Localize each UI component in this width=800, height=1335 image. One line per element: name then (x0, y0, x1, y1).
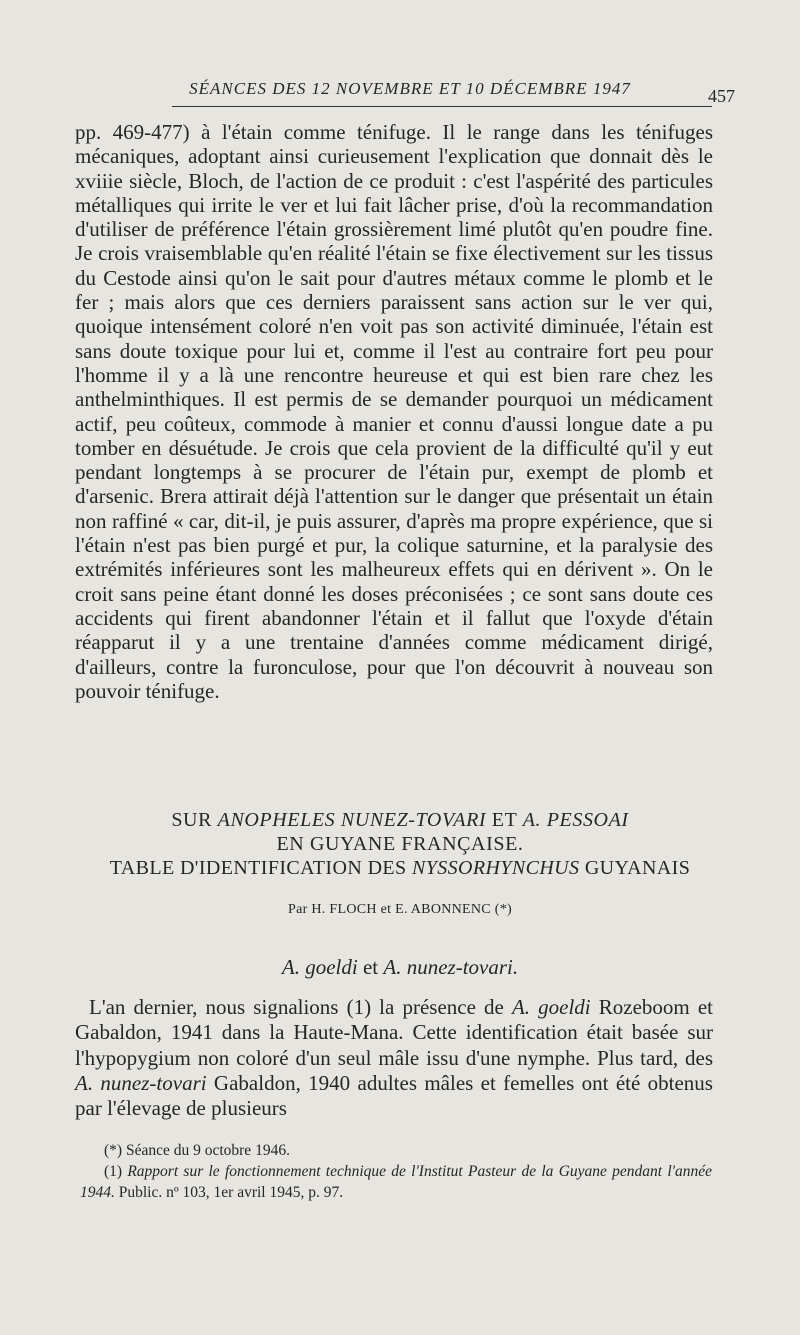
title-species-name: A. PESSOAI (522, 809, 629, 831)
title-genus-name: NYSSORHYNCHUS (411, 857, 580, 879)
article-title (60, 808, 740, 880)
species-name: A. nunez-tovari. (383, 955, 519, 979)
title-text: ET (486, 809, 523, 831)
footnote-star: (*) Séance du 9 octobre 1946. (104, 1142, 290, 1159)
title-text: GUYANAIS (579, 857, 691, 879)
paragraph-text: L'an dernier, nous signalions (1) la présence de (89, 995, 512, 1019)
species-name: A. goeldi (281, 955, 358, 979)
article-paragraph (75, 995, 713, 1121)
paragraph-text: Gabaldon, 1940 adultes mâles et femelles ont été obtenus par l'élevage de plusieurs (75, 1070, 713, 1121)
footnote-1 (80, 1161, 712, 1203)
title-line-3 (60, 856, 740, 880)
footnote-citation-title: Rapport sur le fonctionnement technique de l'Institut Pasteur de la Guyane pendant l'année 1944. (80, 1163, 712, 1201)
header-rule (172, 106, 712, 107)
title-line-2: EN GUYANE FRANÇAISE. (276, 833, 524, 855)
title-species-name: ANOPHELES NUNEZ-TOVARI (217, 809, 487, 831)
section-heading (60, 955, 740, 980)
species-name: A. goeldi (511, 995, 591, 1019)
footnote-marker: (1) (104, 1163, 128, 1180)
heading-conjunction: et (357, 955, 384, 979)
footnote-citation-details: Public. nº 103, 1er avril 1945, p. 97. (114, 1184, 344, 1201)
species-name: A. nunez-tovari (75, 1070, 207, 1095)
paragraph-text: Rozeboom et Gabaldon, 1941 dans la Haute-Mana. Cette identification était basée sur l'hypopygium non coloré d'un seul mâle issu d'une nymphe. Plus tard, des (75, 995, 714, 1070)
main-paragraph: pp. 469-477) à l'étain comme ténifuge. Il le range dans les ténifuges mécaniques, adoptant ainsi curieusement l'explication que donnait dès le xviiie siècle, Bloch, de l'action de ce produit : c'est l'aspérité des particules métalliques qui irrite le ver et lui fait lâcher prise, d'où la recommandation d'utiliser de préférence l'étain grossièrement limé plutôt qu'en poudre fine. Je crois vraisemblable qu'en réalité l'étain se fixe électivement sur les tissus du Cestode ainsi qu'on le sait pour d'autres métaux comme le plomb et le fer ; mais alors que ces derniers paraissent sans action sur le ver qui, quoique intensément coloré n'en voit pas son activité diminuée, l'étain est sans doute toxique pour lui et, comme il l'est au contraire fort peu pour l'homme il y a là une rencontre heureuse et qui est bien rare chez les anthelminthiques. Il est permis de se demander pourquoi un médicament actif, peu coûteux, commode à manier et connu d'aussi longue date a pu tomber en désuétude. Je crois que cela provient de la difficulté qu'il y eut pendant longtemps à se procurer de l'étain pur, exempt de plomb et d'arsenic. Brera attirait déjà l'attention sur le danger que présentait un étain non raffiné « car, dit-il, je puis assurer, d'après ma propre expérience, que si l'étain n'est pas bien purgé et pur, la colique saturnine, et la paralysie des extrémités inférieures sont les malheureux effets qui en dérivent ». On le croit sans peine étant donné les doses préconisées ; ce sont sans doute ces accidents qui firent abandonner l'étain et il fallut que l'oxyde d'étain réapparut il y a une trentaine d'années comme médicament dirigé, d'ailleurs, contre la furonculose, pour que l'on découvrit à nouveau son pouvoir ténifuge. (75, 120, 713, 703)
page-number: 457 (708, 86, 735, 106)
footnotes (80, 1140, 712, 1203)
author-byline: Par H. FLOCH et E. ABONNENC (*) (288, 902, 512, 917)
title-text: TABLE D'IDENTIFICATION DES (109, 857, 412, 879)
title-line-1 (60, 808, 740, 832)
title-text: SUR (171, 809, 218, 831)
running-head: SÉANCES DES 12 NOVEMBRE ET 10 DÉCEMBRE 1947 (189, 79, 631, 98)
